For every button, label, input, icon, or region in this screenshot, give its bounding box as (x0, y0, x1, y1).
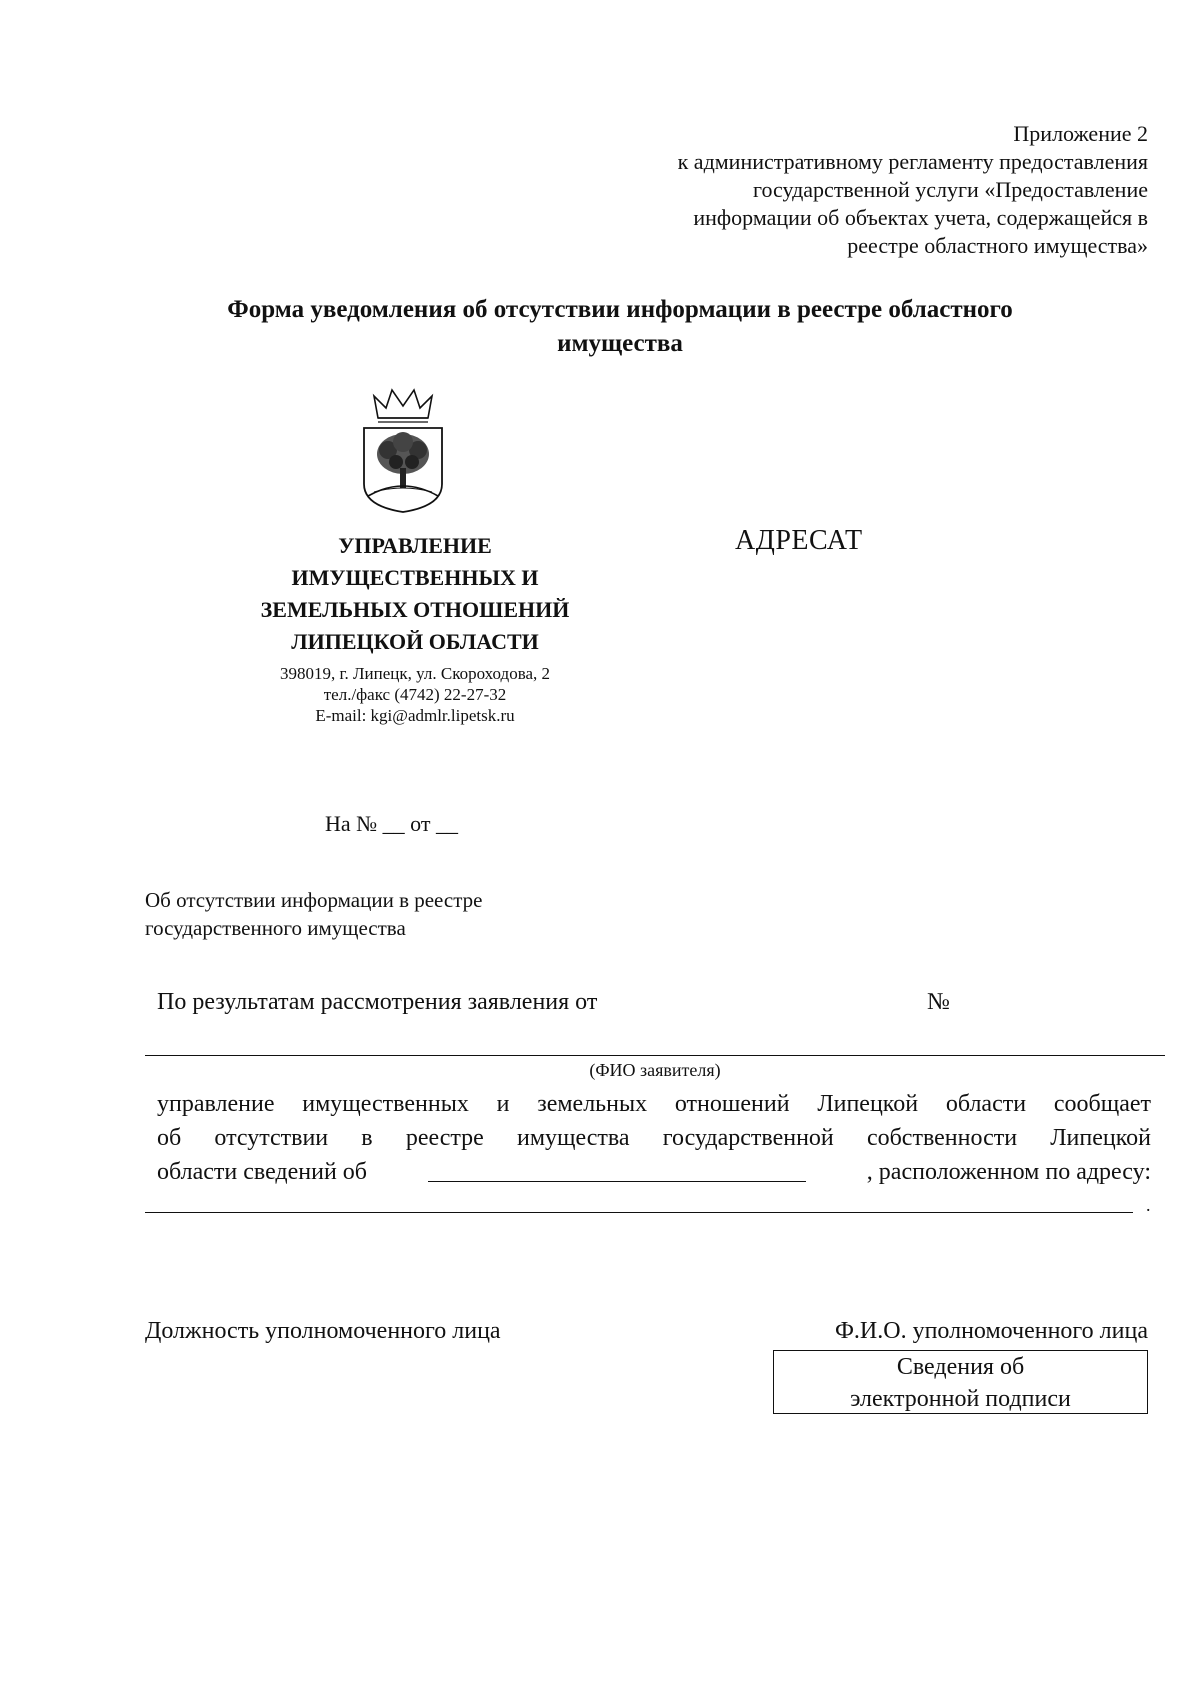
appendix-line: реестре областного имущества» (847, 233, 1148, 258)
org-name-line: ЛИПЕЦКОЙ ОБЛАСТИ (291, 629, 539, 654)
body-line (157, 1155, 1151, 1189)
organization-name (235, 530, 595, 658)
body-line3-start: области сведений об (157, 1159, 368, 1185)
addressee: АДРЕСАТ (735, 525, 863, 556)
appendix-line: информации об объектах учета, содержащейся в (693, 205, 1148, 230)
appendix-line: к административному регламенту предоставления (677, 149, 1148, 174)
organization-contacts (235, 663, 595, 726)
body-paragraph (157, 1087, 1151, 1189)
title-line: Форма уведомления об отсутствии информации в реестре областного (227, 296, 1013, 323)
signature-box-line: Сведения об (896, 1354, 1025, 1380)
body-line: об отсутствии в реестре имущества государственной собственности Липецкой (157, 1125, 1151, 1151)
appendix-header (508, 120, 1148, 260)
document-title (140, 293, 1100, 361)
body-line: управление имущественных и земельных отношений Липецкой области сообщает (157, 1091, 1151, 1117)
electronic-signature-box (773, 1350, 1148, 1414)
signatory-position: Должность уполномоченного лица (145, 1318, 501, 1344)
statement-number-sign: № (927, 989, 950, 1015)
reference-number: На № __ от __ (325, 811, 458, 836)
letter-subject (145, 886, 482, 942)
address-fill-line (145, 1212, 1133, 1213)
appendix-line: Приложение 2 (1013, 121, 1148, 146)
signature-box-line: электронной подписи (850, 1386, 1071, 1412)
end-dot: . (1146, 1195, 1151, 1215)
body-line3-end: , расположенном по адресу: (866, 1159, 1151, 1185)
coat-of-arms-icon (358, 388, 448, 514)
title-line: имущества (557, 330, 683, 357)
org-email: E-mail: kgi@admlr.lipetsk.ru (315, 706, 515, 725)
appendix-line: государственной услуги «Предоставление (752, 177, 1148, 202)
org-address: 398019, г. Липецк, ул. Скороходова, 2 (279, 664, 551, 683)
subject-line: Об отсутствии информации в реестре (145, 888, 483, 912)
applicant-fill-line (145, 1055, 1165, 1056)
org-phone: тел./факс (4742) 22-27-32 (323, 685, 507, 704)
org-name-line: ИМУЩЕСТВЕННЫХ И (291, 565, 539, 590)
org-name-line: УПРАВЛЕНИЕ (338, 533, 492, 558)
subject-line: государственного имущества (145, 916, 406, 940)
object-fill-line (428, 1155, 806, 1182)
statement-text: По результатам рассмотрения заявления от (157, 989, 598, 1015)
org-name-line: ЗЕМЕЛЬНЫХ ОТНОШЕНИЙ (260, 597, 570, 622)
applicant-caption: (ФИО заявителя) (589, 1060, 721, 1080)
signatory-fio: Ф.И.О. уполномоченного лица (834, 1318, 1148, 1344)
